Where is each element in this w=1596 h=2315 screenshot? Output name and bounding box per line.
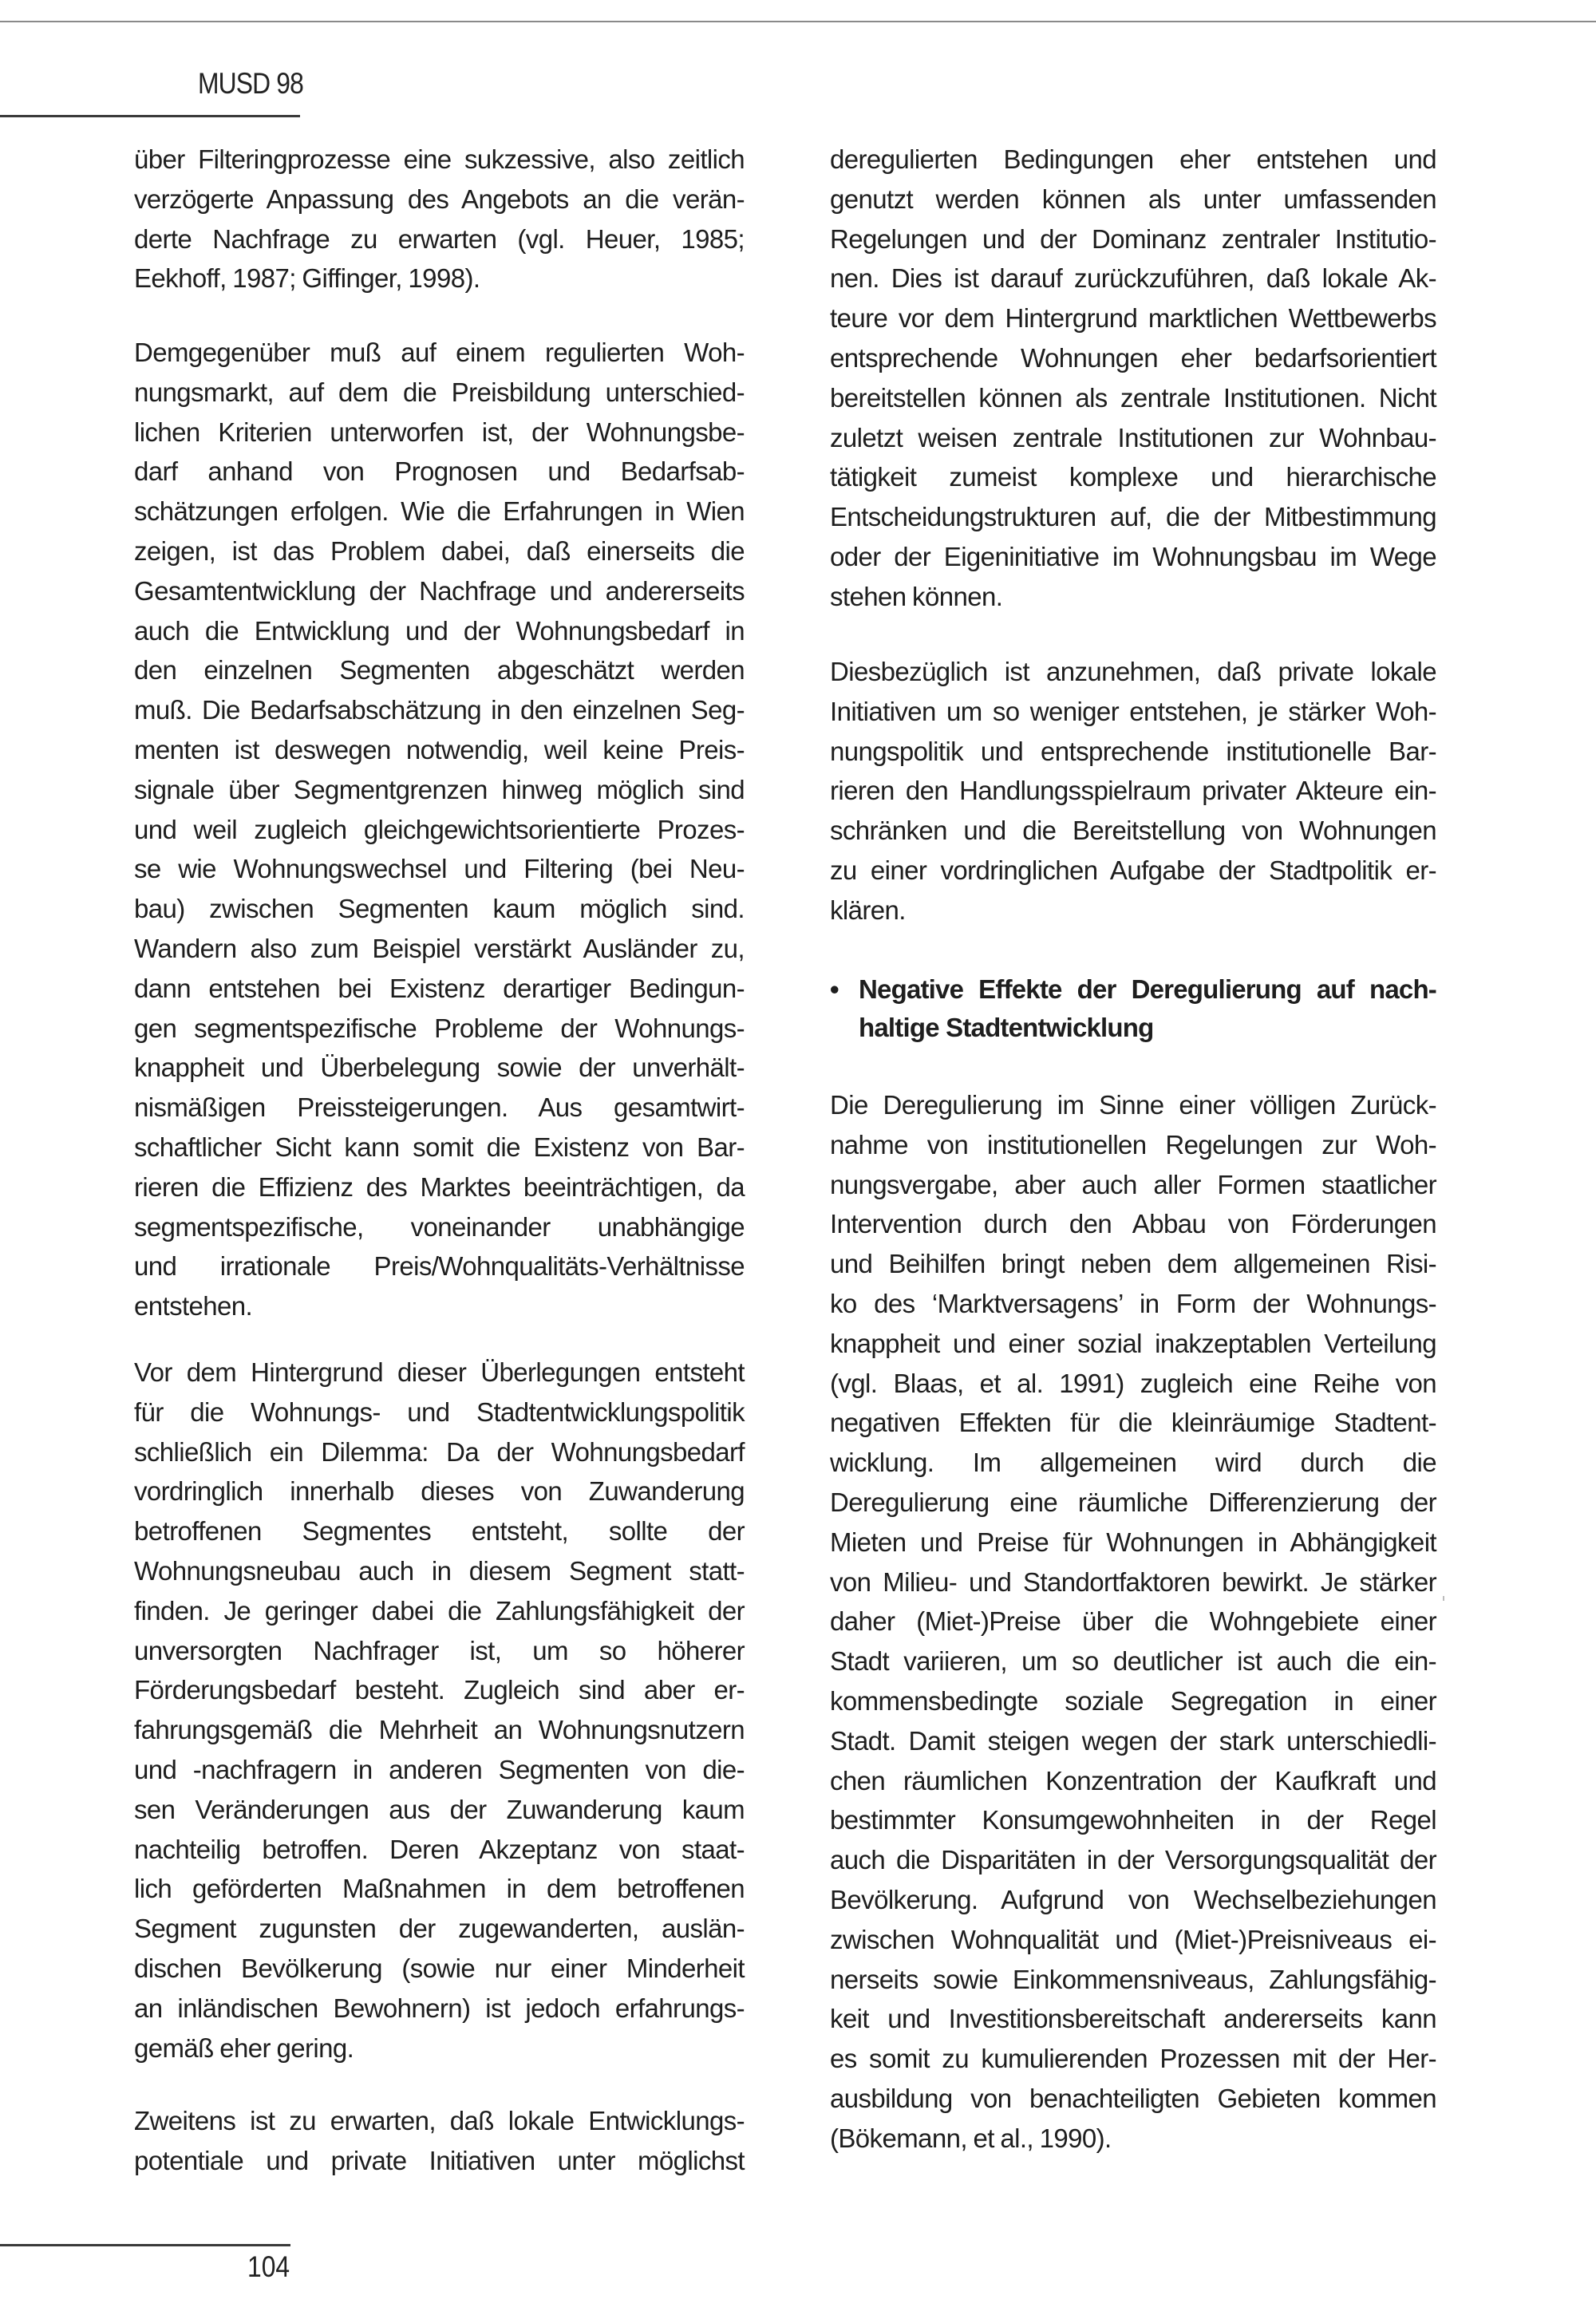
text-line: betroffenen Segmentes entsteht, sollte der [134, 1516, 745, 1547]
text-line: teure vor dem Hintergrund marktlichen Wettbewerbs [830, 303, 1436, 334]
page-number: 104 [247, 2250, 290, 2283]
text-line: schränken und die Bereitstellung von Wohnungen [830, 816, 1436, 846]
text-line: darf anhand von Prognosen und Bedarfsab- [134, 456, 745, 487]
text-line: auch die Entwicklung und der Wohnungsbedarf in [134, 615, 745, 646]
text-line: (vgl. Blaas, et al. 1991) zugleich eine Reihe von [830, 1368, 1436, 1398]
text-line: nahme von institutionellen Regelungen zur Woh- [830, 1129, 1436, 1159]
text-line: ko des ‘Marktversagens’ in Form der Wohnungs- [830, 1289, 1436, 1318]
text-line: schätzungen erfolgen. Wie die Erfahrungen in Wien [134, 496, 745, 527]
text-line: an inländischen Bewohnern) ist jedoch erfahrungs- [134, 1993, 745, 2023]
text-line: Die Deregulierung im Sinne einer völligen Zurück- [830, 1090, 1436, 1120]
text-line: gen segmentspezifische Probleme der Wohnungs- [134, 1013, 745, 1043]
text-line: Wandern also zum Beispiel verstärkt Ausländer zu, [134, 934, 745, 963]
text-line: nungsmarkt, auf dem die Preisbildung unterschied- [134, 377, 745, 407]
text-line: bau) zwischen Segmenten kaum möglich sind. [134, 894, 745, 924]
text-line: Wohnungsneubau auch in diesem Segment statt- [134, 1556, 745, 1586]
text-line: Förderungsbedarf besteht. Zugleich sind aber er- [134, 1675, 745, 1705]
text-line: von Milieu- und Standortfaktoren bewirkt. Je stärker [830, 1566, 1436, 1597]
text-line: Gesamtentwicklung der Nachfrage und andererseits [134, 575, 745, 606]
text-line: gemäß eher gering. [134, 2033, 354, 2063]
text-line: für die Wohnungs- und Stadtentwicklungspolitik [134, 1397, 745, 1427]
text-line: Deregulierung eine räumliche Differenzierung der [830, 1487, 1436, 1517]
text-line: kommensbedingte soziale Segregation in einer [830, 1686, 1436, 1716]
text-line: finden. Je geringer dabei die Zahlungsfähigkeit der [134, 1595, 745, 1626]
text-line: zuletzt weisen zentrale Institutionen zur Wohnbau- [830, 422, 1436, 452]
text-line: und weil zugleich gleichgewichtsorientierte Prozes- [134, 814, 745, 844]
text-line: rieren die Effizienz des Marktes beeinträchtigen, da [134, 1171, 745, 1202]
text-line: nismäßigen Preissteigerungen. Aus gesamtwirt- [134, 1092, 745, 1123]
text-line: über Filteringprozesse eine sukzessive, also zeitlich [134, 144, 745, 174]
text-line: segmentspezifische, voneinander unabhängige [134, 1211, 745, 1242]
text-line: Zweitens ist zu erwarten, daß lokale Entwicklungs- [134, 2106, 745, 2135]
text-line: keit und Investitionsbereitschaft andererseits kann [830, 2004, 1436, 2034]
text-line: den einzelnen Segmenten abgeschätzt werden [134, 655, 745, 685]
text-line: fahrungsgemäß die Mehrheit an Wohnungsnutzern [134, 1715, 745, 1745]
text-line: se wie Wohnungswechsel und Filtering (bei Neu- [134, 854, 745, 884]
text-line: zwischen Wohnqualität und (Miet-)Preisniveaus ei- [830, 1924, 1436, 1954]
bullet-icon: • [830, 974, 839, 1004]
text-line: nungspolitik und entsprechende institutionelle Bar- [830, 736, 1436, 766]
text-line: nachteilig betroffen. Deren Akzeptanz von staat- [134, 1834, 745, 1864]
text-line: entsprechende Wohnungen eher bedarfsorientiert [830, 343, 1436, 373]
text-line: genutzt werden können als unter umfassenden [830, 184, 1436, 214]
text-line: knappheit und einer sozial inakzeptablen Verteilung [830, 1328, 1436, 1358]
header-rule [0, 115, 300, 117]
running-head: MUSD 98 [198, 67, 303, 100]
text-line: stehen können. [830, 581, 1003, 611]
heading-line: haltige Stadtentwicklung [859, 1013, 1154, 1042]
text-line: Bevölkerung. Aufgrund von Wechselbeziehungen [830, 1885, 1436, 1914]
text-line: auch die Disparitäten in der Versorgungsqualität der [830, 1845, 1436, 1875]
text-line: schaftlicher Sicht kann somit die Existenz von Bar- [134, 1132, 745, 1162]
text-line: wicklung. Im allgemeinen wird durch die [830, 1448, 1436, 1478]
text-line: und Beihilfen bringt neben dem allgemeinen Risi- [830, 1249, 1436, 1279]
text-line: potentiale und private Initiativen unter möglichst [134, 2145, 745, 2175]
text-line: rieren den Handlungsspielraum privater Akteure ein- [830, 776, 1436, 806]
text-line: Regelungen und der Dominanz zentraler Institutio- [830, 223, 1436, 254]
text-line: entstehen. [134, 1291, 253, 1321]
text-line: tätigkeit zumeist komplexe und hierarchische [830, 462, 1436, 492]
text-line: (Bökemann, et al., 1990). [830, 2123, 1112, 2153]
heading-line: Negative Effekte der Deregulierung auf nach- [859, 974, 1436, 1004]
text-line: Segment zugunsten der zugewanderten, auslän- [134, 1914, 745, 1944]
text-line: zu einer vordringlichen Aufgabe der Stadtpolitik er- [830, 855, 1436, 885]
text-line: knappheit und Überbelegung sowie der unverhält- [134, 1053, 745, 1083]
text-line: daher (Miet-)Preise über die Wohngebiete einer [830, 1606, 1436, 1637]
text-line: Stadt variieren, um so deutlicher ist auch die ein- [830, 1646, 1436, 1677]
text-line: Entscheidungstrukturen auf, die der Mitbestimmung [830, 502, 1436, 532]
text-line: signale über Segmentgrenzen hinweg möglich sind [134, 774, 745, 804]
text-line: lich geförderten Maßnahmen in dem betroffenen [134, 1874, 745, 1904]
text-line: Mieten und Preise für Wohnungen in Abhängigkeit [830, 1527, 1436, 1557]
text-line: Diesbezüglich ist anzunehmen, daß private lokale [830, 657, 1436, 686]
text-line: Initiativen um so weniger entstehen, je stärker Woh- [830, 696, 1436, 726]
top-scan-edge-rule [0, 21, 1596, 22]
text-line: nerseits sowie Einkommensniveaus, Zahlungsfähig- [830, 1964, 1436, 1994]
text-line: und irrationale Preis/Wohnqualitäts-Verhältnisse [134, 1251, 745, 1282]
text-line: ausbildung von benachteiligten Gebieten kommen [830, 2084, 1436, 2113]
text-line: verzögerte Anpassung des Angebots an die verän- [134, 184, 745, 214]
text-line: Vor dem Hintergrund dieser Überlegungen entsteht [134, 1357, 745, 1387]
text-line: bestimmter Konsumgewohnheiten in der Regel [830, 1805, 1436, 1835]
text-line: Eekhoff, 1987; Giffinger, 1998). [134, 263, 480, 294]
text-line: Stadt. Damit steigen wegen der stark unterschiedli- [830, 1725, 1436, 1756]
text-line: menten ist deswegen notwendig, weil keine Preis- [134, 735, 745, 764]
text-line: nen. Dies ist darauf zurückzuführen, daß lokale Ak- [830, 263, 1436, 294]
text-line: chen räumlichen Konzentration der Kaufkraft und [830, 1765, 1436, 1796]
text-line: negativen Effekten für die kleinräumige Stadtent- [830, 1408, 1436, 1438]
text-line: unversorgten Nachfrager ist, um so höherer [134, 1635, 745, 1665]
text-line: Intervention durch den Abbau von Förderungen [830, 1209, 1436, 1239]
footer-rule [0, 2244, 290, 2246]
text-line: bereitstellen können als zentrale Institutionen. Nicht [830, 382, 1436, 413]
text-line: derte Nachfrage zu erwarten (vgl. Heuer, 1985; [134, 223, 745, 254]
text-line: schließlich ein Dilemma: Da der Wohnungsbedarf [134, 1436, 745, 1467]
scan-speck [1443, 1596, 1444, 1601]
text-line: oder der Eigeninitiative im Wohnungsbau im Wege [830, 542, 1436, 571]
text-line: klären. [830, 895, 906, 925]
text-line: es somit zu kumulierenden Prozessen mit der Her- [830, 2044, 1436, 2074]
text-line: dann entstehen bei Existenz derartiger Bedingun- [134, 973, 745, 1003]
text-line: dischen Bevölkerung (sowie nur einer Minderheit [134, 1954, 745, 1983]
text-line: Demgegenüber muß auf einem regulierten Woh- [134, 338, 745, 367]
text-line: muß. Die Bedarfsabschätzung in den einzelnen Seg- [134, 695, 745, 725]
text-line: und -nachfragern in anderen Segmenten von die- [134, 1755, 745, 1784]
text-line: lichen Kriterien unterworfen ist, der Wohnungsbe- [134, 417, 745, 447]
text-line: zeigen, ist das Problem dabei, daß einerseits die [134, 536, 745, 566]
text-line: sen Veränderungen aus der Zuwanderung kaum [134, 1794, 745, 1824]
text-line: nungsvergabe, aber auch aller Formen staatlicher [830, 1169, 1436, 1199]
text-line: vordringlich innerhalb dieses von Zuwanderung [134, 1476, 745, 1507]
text-line: deregulierten Bedingungen eher entstehen und [830, 144, 1436, 174]
